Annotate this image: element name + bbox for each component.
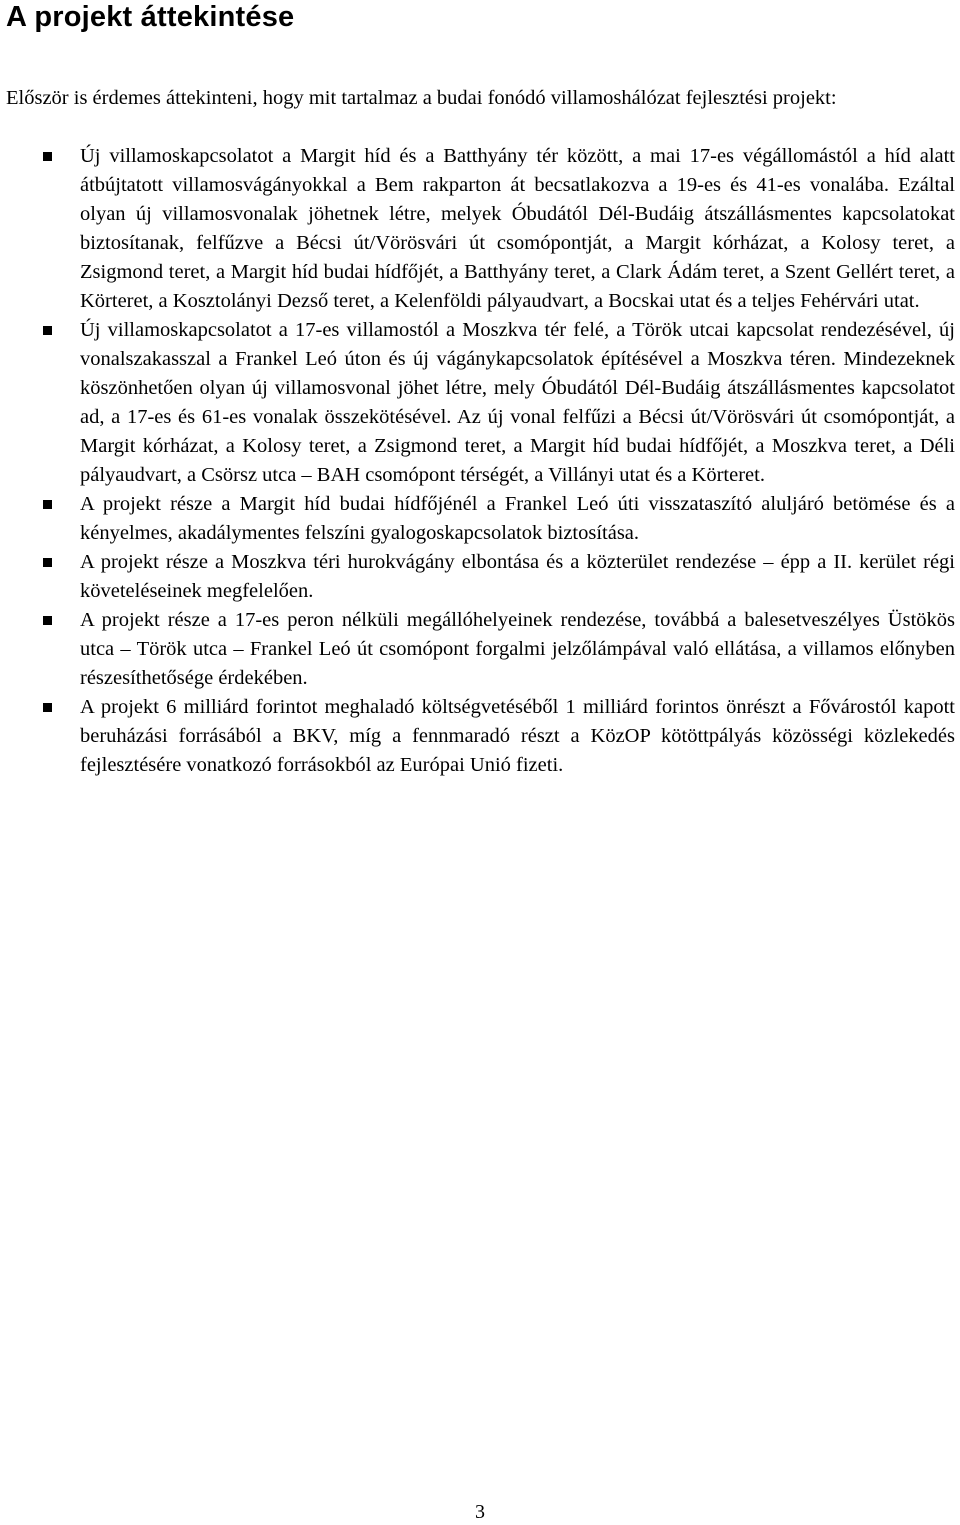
page-title: A projekt áttekintése (6, 1, 295, 33)
intro-paragraph: Először is érdemes áttekinteni, hogy mit tartalmaz a budai fonódó villamoshálózat fejlesztési projekt: (6, 87, 837, 109)
list-item (0, 490, 955, 548)
square-bullet-icon (43, 500, 52, 509)
list-item-text: Új villamoskapcsolatot a Margit híd és a Batthyány tér között, a mai 17-es végállomástól a híd alatt átbújtatott villamosvágányokkal a Bem rakparton át becsatlakozva a 19-es és 41-es vonalába. Ezáltal olyan új villamosvonalak jöhetnek létre, melyek Óbudától Dél-Budáig átszállásmentes kapcsolatokat biztosítanak, felfűzve a Bécsi út/Vörösvári út csomópontját, a Margit kórházat, a Kolosy teret, a Zsigmond teret, a Margit híd budai hídfőjét, a Batthyány teret, a Clark Ádám teret, a Szent Gellért teret, a Körteret, a Kosztolányi Dezső teret, a Kelenföldi pályaudvart, a Bocskai utat és a teljes Fehérvári utat. (80, 145, 955, 312)
list-item-text: A projekt része a 17-es peron nélküli megállóhelyeinek rendezése, továbbá a balesetveszélyes Üstökös utca – Török utca – Frankel Leó út csomópont forgalmi jelzőlámpával való ellátása, a villamos előnyben részesíthetősége érdekében. (80, 609, 955, 689)
list-item-text: A projekt 6 milliárd forintot meghaladó költségvetéséből 1 milliárd forintos önrészt a Fővárostól kapott beruházási forrásából a BKV, míg a fennmaradó részt a KözOP kötöttpályás közösségi közlekedés fejlesztésére vonatkozó forrásokból az Európai Unió fizeti. (80, 696, 955, 776)
square-bullet-icon (43, 616, 52, 625)
list-item (0, 548, 955, 606)
list-item-text: A projekt része a Moszkva téri hurokvágány elbontása és a közterület rendezése – épp a II. kerület régi követeléseinek megfelelően. (80, 551, 955, 602)
bullet-list (0, 142, 955, 780)
square-bullet-icon (43, 558, 52, 567)
list-item-text: A projekt része a Margit híd budai hídfőjénél a Frankel Leó úti visszataszító aluljáró betömése és a kényelmes, akadálymentes felszíni gyalogoskapcsolatok biztosítása. (80, 493, 955, 544)
list-item (0, 606, 955, 693)
square-bullet-icon (43, 152, 52, 161)
list-item (0, 316, 955, 490)
list-item (0, 142, 955, 316)
page-number: 3 (475, 1501, 485, 1523)
square-bullet-icon (43, 703, 52, 712)
square-bullet-icon (43, 326, 52, 335)
list-item-text: Új villamoskapcsolatot a 17-es villamostól a Moszkva tér felé, a Török utcai kapcsolat rendezésével, új vonalszakasszal a Frankel Leó úton és új vágánykapcsolatok építésével a Moszkva téren. Mindezeknek köszönhetően olyan új villamosvonal jöhet létre, mely Óbudától Dél-Budáig átszállásmentes kapcsolatot ad, a 17-es és 61-es vonalak összekötésével. Az új vonal felfűzi a Bécsi út/Vörösvári út csomópontját, a Margit kórházat, a Kolosy teret, a Zsigmond teret, a Margit híd budai hídfőjét, a Moszkva teret, a Déli pályaudvart, a Csörsz utca – BAH csomópont térségét, a Villányi utat és a Körteret. (80, 319, 955, 486)
list-item (0, 693, 955, 780)
